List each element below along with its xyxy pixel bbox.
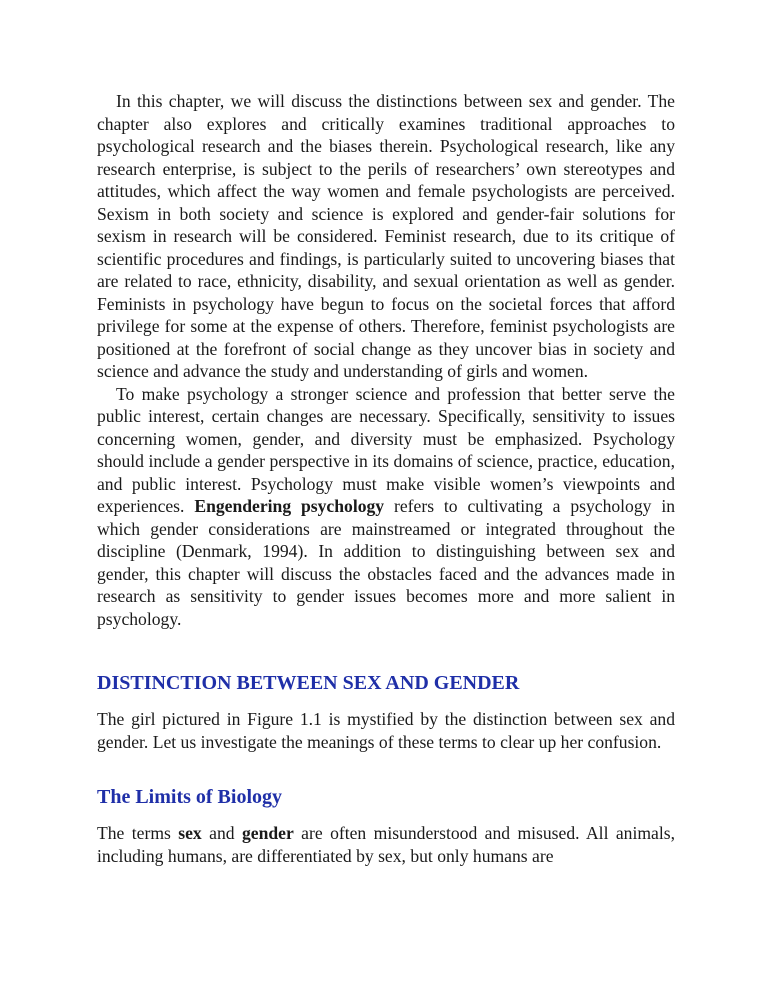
- subsection-heading: The Limits of Biology: [97, 786, 283, 808]
- paragraph-terms: [97, 822, 675, 867]
- section-heading: DISTINCTION BETWEEN SEX AND GENDER: [97, 672, 520, 694]
- term-engendering-psychology: Engendering psychology: [194, 496, 385, 516]
- document-page: [97, 90, 675, 867]
- paragraph-terms-part2: are often misunderstood and misused. All animals, including humans, are differentiated by sex, but only humans are: [97, 823, 675, 866]
- paragraph-intro: In this chapter, we will discuss the distinctions between sex and gender. The chapter also explores and critically examines traditional approaches to psychological research and the biases therein. Psychological research, like any research enterprise, is subject to the perils of researchers’ own stereotypes and attitudes, which affect the way women and female psychologists are perceived. Sexism in both society and science is explored and gender-fair solutions for sexism in research will be considered. Feminist research, due to its critique of scientific procedures and findings, is particularly suited to uncovering biases that are related to race, ethnicity, disability, and sexual orientation as well as gender. Feminists in psychology have begun to focus on the societal forces that afford privilege for some at the expense of others. Therefore, feminist psychologists are positioned at the forefront of social change as they uncover bias in society and science and advance the study and understanding of girls and women.: [97, 91, 675, 381]
- term-gender: gender: [241, 823, 294, 843]
- term-sex: sex: [178, 823, 202, 843]
- paragraph-terms-and: and: [201, 823, 242, 843]
- paragraph-engendering-part1: To make psychology a stronger science and profession that better serve the public interest, certain changes are necessary. Specifically, sensitivity to issues concerning women, gender, and diversity must be emphasized. Psychology should include a gender perspective in its domains of science, practice, education, and public interest. Psychology must make visible women’s viewpoints and experiences.: [97, 383, 675, 516]
- paragraph-engendering-part2: refers to cultivating a psychology in which gender considerations are mainstreamed or integrated throughout the discipline (Denmark, 1994). In addition to distinguishing between sex and gender, this chapter will discuss the obstacles faced and the advances made in research as sensitivity to gender issues becomes more and more salient in psychology.: [97, 496, 676, 629]
- paragraph-figure-reference: The girl pictured in Figure 1.1 is mystified by the distinction between sex and gender. Let us investigate the meanings of these terms to clear up her confusion.: [97, 709, 675, 752]
- paragraph-terms-part1: The terms: [97, 823, 179, 843]
- paragraph-engendering: [97, 383, 675, 631]
